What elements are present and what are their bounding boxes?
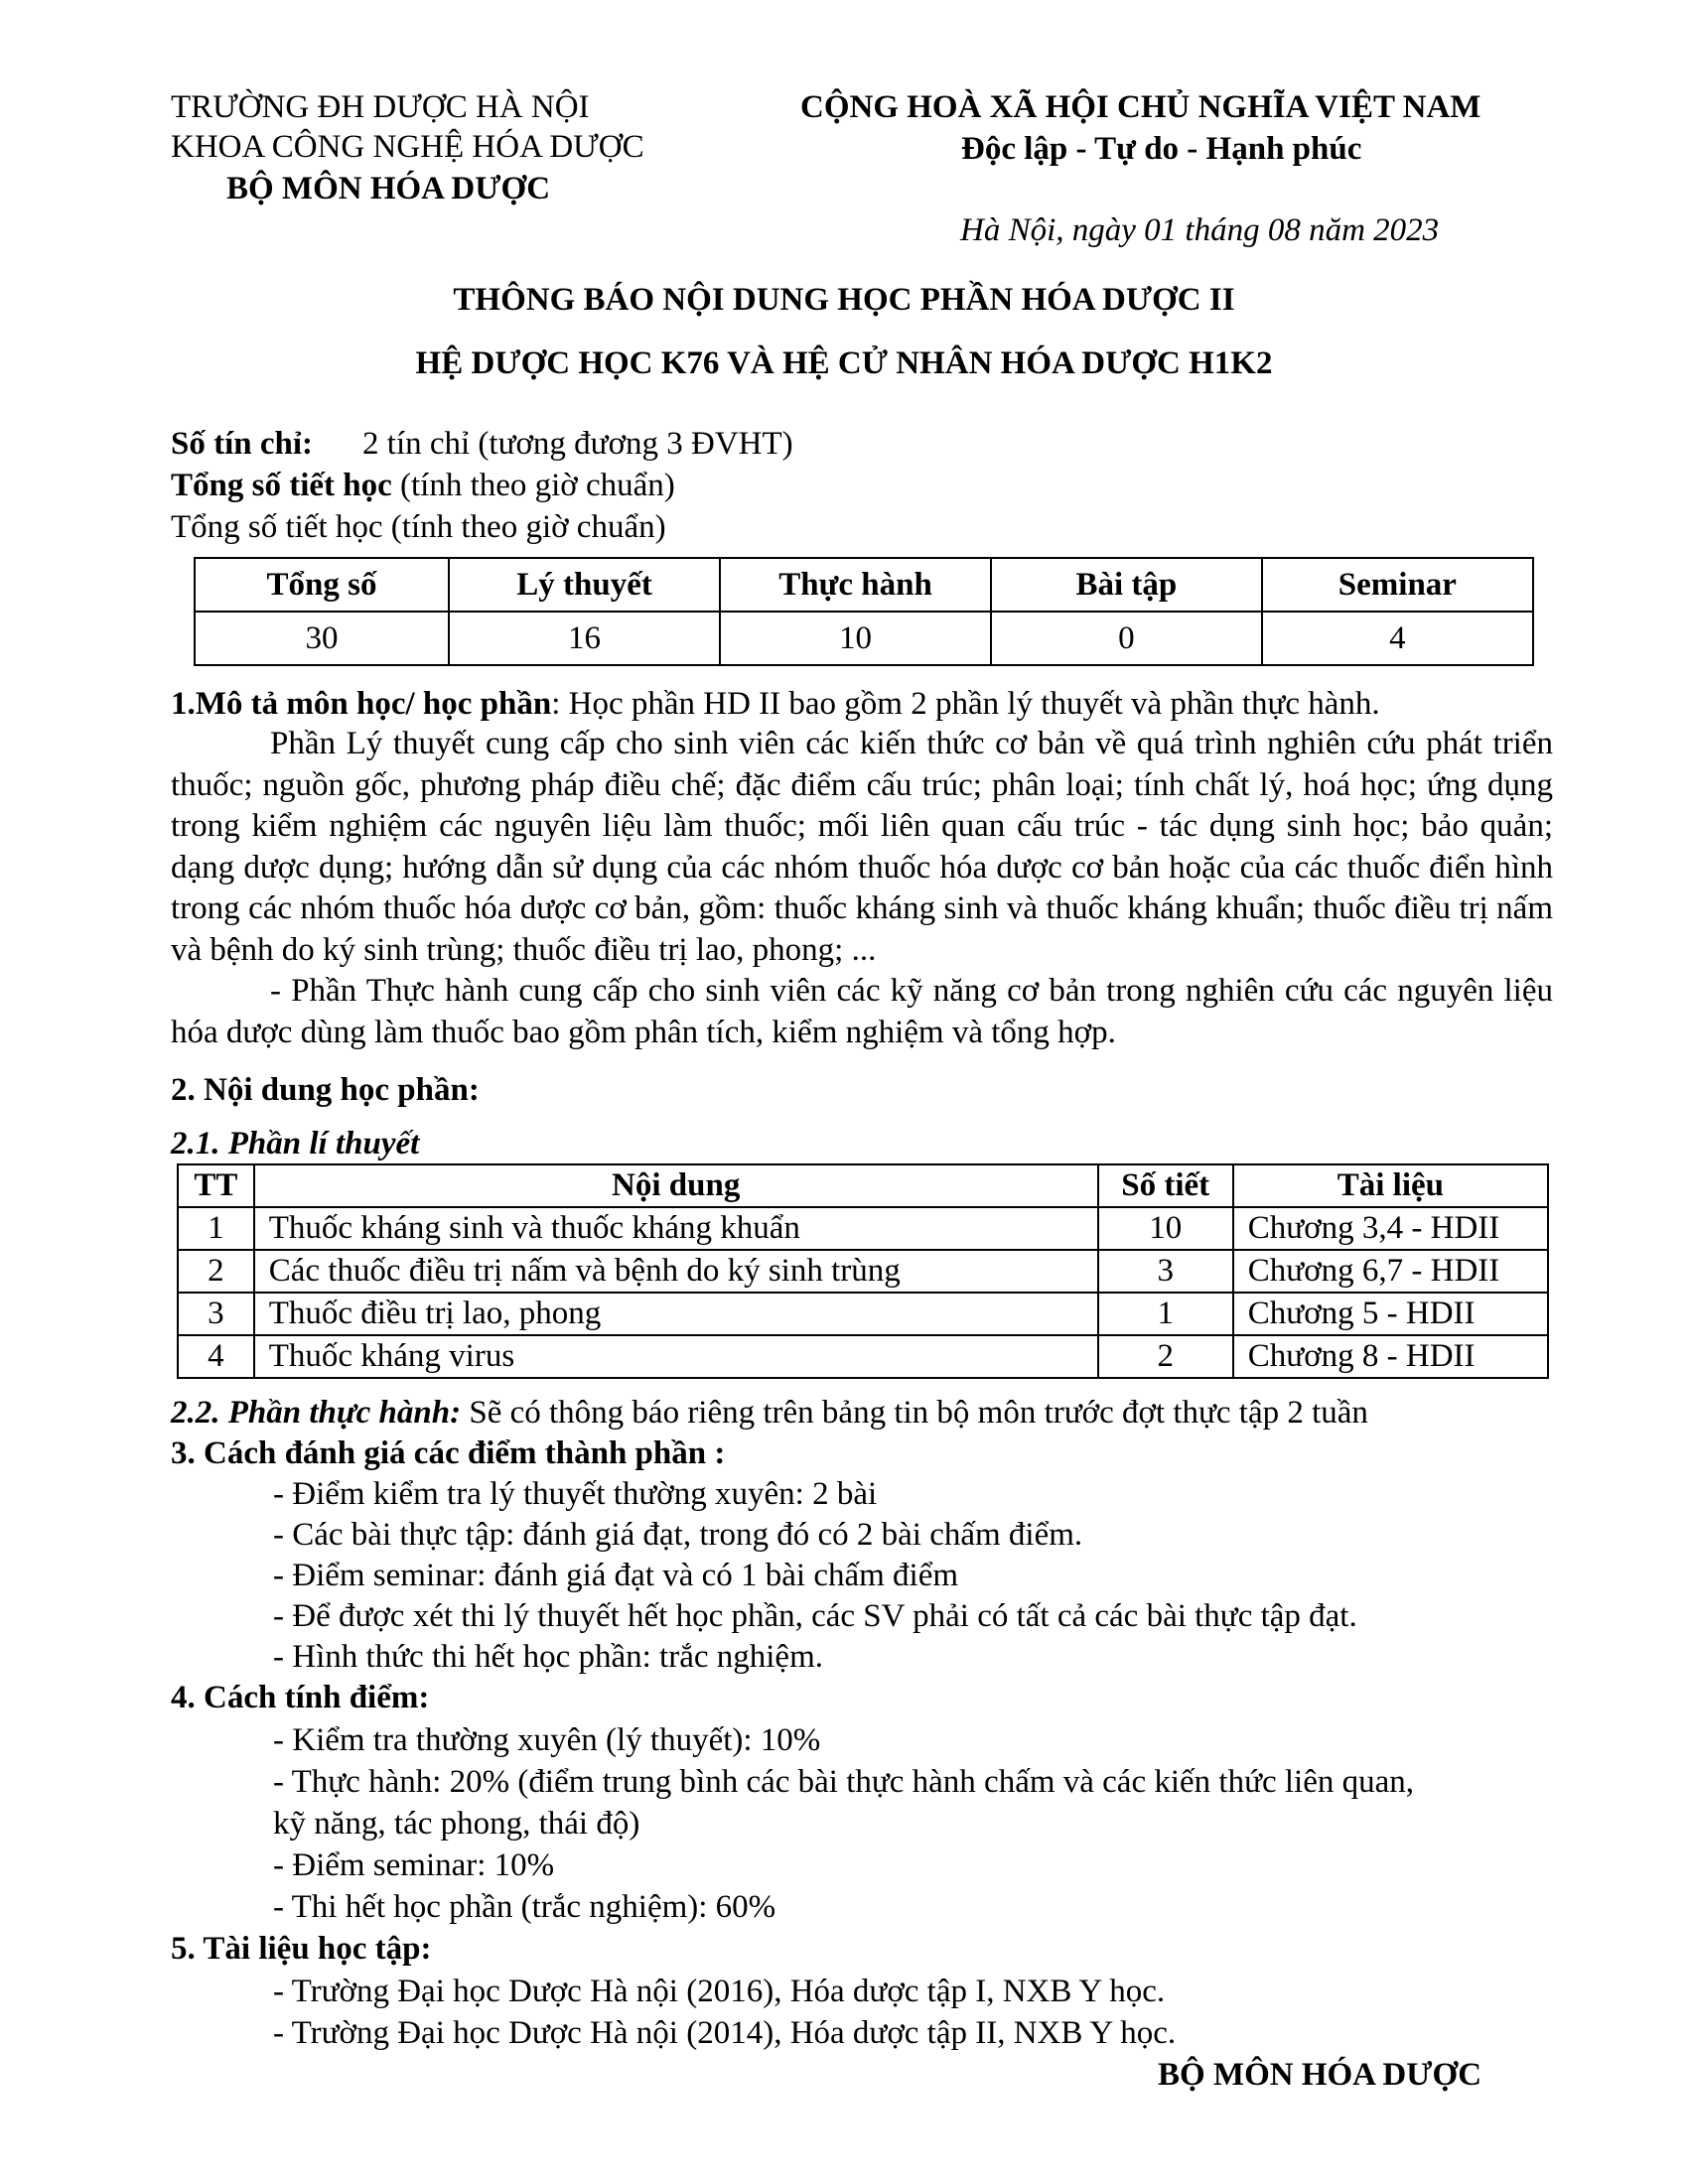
faculty-name: KHOA CÔNG NGHỆ HÓA DƯỢC bbox=[171, 129, 644, 165]
hours-value-exercise: 0 bbox=[991, 612, 1262, 665]
hours-header-total: Tổng số bbox=[195, 558, 449, 612]
section2-heading: 2. Nội dung học phần: bbox=[171, 1072, 480, 1108]
row-materials: Chương 6,7 - HDII bbox=[1233, 1250, 1548, 1293]
row-number: 1 bbox=[178, 1207, 254, 1250]
row-content: Thuốc kháng virus bbox=[254, 1335, 1098, 1378]
section2-sub2-text: Sẽ có thông báo riêng trên bảng tin bộ môn trước đợt thực tập 2 tuần bbox=[461, 1395, 1368, 1431]
table-row bbox=[178, 1250, 1548, 1293]
document-title-line1: THÔNG BÁO NỘI DUNG HỌC PHẦN HÓA DƯỢC II bbox=[453, 282, 1235, 318]
national-title: CỘNG HOÀ XÃ HỘI CHỦ NGHĨA VIỆT NAM bbox=[800, 89, 1481, 125]
section1-theory-paragraph: Phần Lý thuyết cung cấp cho sinh viên các kiến thức cơ bản về quá trình nghiên cứu phát triển thuốc; nguồn gốc, phương pháp điều chế; đặc điểm cấu trúc; phân loại; tính chất lý, hoá học; ứng dụng trong kiểm nghiệm các nguyên liệu làm thuốc; mối liên quan cấu trúc - tác dụng sinh học; bảo quản; dạng dược dụng; hướng dẫn sử dụng của các nhóm thuốc hóa dược cơ bản hoặc của các thuốc điển hình trong các nhóm thuốc hóa dược cơ bản, gồm: thuốc kháng sinh và thuốc kháng khuẩn; thuốc điều trị nấm và bệnh do ký sinh trùng; thuốc điều trị lao, phong; ... bbox=[171, 726, 1553, 968]
hours-line bbox=[171, 466, 675, 506]
national-motto: Độc lập - Tự do - Hạnh phúc bbox=[961, 131, 1362, 167]
document-title-line2: HỆ DƯỢC HỌC K76 VÀ HỆ CỬ NHÂN HÓA DƯỢC H1K2 bbox=[415, 345, 1273, 381]
hours-value-total: 30 bbox=[195, 612, 449, 665]
row-content: Các thuốc điều trị nấm và bệnh do ký sinh trùng bbox=[254, 1250, 1098, 1293]
credits-value: 2 tín chỉ (tương đương 3 ĐVHT) bbox=[362, 426, 793, 462]
hours-value-practice: 10 bbox=[720, 612, 991, 665]
hours-header-practice: Thực hành bbox=[720, 558, 991, 612]
school-name: TRƯỜNG ĐH DƯỢC HÀ NỘI bbox=[171, 89, 590, 125]
hours-table-header bbox=[195, 558, 1533, 612]
theory-header-tt: TT bbox=[178, 1164, 254, 1207]
hours-header-exercise: Bài tập bbox=[991, 558, 1262, 612]
section4-heading: 4. Cách tính điểm: bbox=[171, 1680, 430, 1715]
row-number: 3 bbox=[178, 1293, 254, 1335]
document-date: Hà Nội, ngày 01 tháng 08 năm 2023 bbox=[960, 212, 1440, 248]
hours-table bbox=[194, 557, 1534, 666]
theory-header-materials: Tài liệu bbox=[1233, 1164, 1548, 1207]
table-row bbox=[178, 1335, 1548, 1378]
section2-sub2-line bbox=[171, 1393, 1368, 1433]
section2-sub2: 2.2. Phần thực hành: bbox=[171, 1395, 462, 1431]
hours-line-repeat: Tổng số tiết học (tính theo giờ chuẩn) bbox=[171, 509, 666, 545]
hours-header-seminar: Seminar bbox=[1262, 558, 1533, 612]
section1-practice-paragraph: - Phần Thực hành cung cấp cho sinh viên các kỹ năng cơ bản trong nghiên cứu các nguyên liệu hóa dược dùng làm thuốc bao gồm phân tích, kiểm nghiệm và tổng hợp. bbox=[171, 973, 1553, 1050]
section4-item: - Điểm seminar: 10% bbox=[273, 1847, 555, 1883]
hours-note: (tính theo giờ chuẩn) bbox=[391, 468, 675, 503]
hours-label: Tổng số tiết học bbox=[171, 468, 392, 503]
row-number: 4 bbox=[178, 1335, 254, 1378]
hours-value-seminar: 4 bbox=[1262, 612, 1533, 665]
theory-table-header bbox=[178, 1164, 1548, 1207]
section1-lead-text: : Học phần HD II bao gồm 2 phần lý thuyết và phần thực hành. bbox=[551, 686, 1380, 722]
section4-item: - Thực hành: 20% (điểm trung bình các bài thực hành chấm và các kiến thức liên quan, bbox=[273, 1764, 1414, 1800]
table-row bbox=[178, 1293, 1548, 1335]
row-materials: Chương 5 - HDII bbox=[1233, 1293, 1548, 1335]
section2-sub1: 2.1. Phần lí thuyết bbox=[171, 1126, 420, 1161]
section1-heading: 1.Mô tả môn học/ học phần bbox=[171, 686, 552, 722]
row-periods: 10 bbox=[1098, 1207, 1233, 1250]
reference-item: - Trường Đại học Dược Hà nội (2016), Hóa dược tập I, NXB Y học. bbox=[273, 1974, 1166, 2009]
section3-heading: 3. Cách đánh giá các điểm thành phần : bbox=[171, 1435, 726, 1471]
signature-department: BỘ MÔN HÓA DƯỢC bbox=[1158, 2057, 1482, 2093]
row-periods: 2 bbox=[1098, 1335, 1233, 1378]
section3-item: - Các bài thực tập: đánh giá đạt, trong đó có 2 bài chấm điểm. bbox=[273, 1517, 1083, 1553]
row-content: Thuốc điều trị lao, phong bbox=[254, 1293, 1098, 1335]
table-row bbox=[178, 1207, 1548, 1250]
section1-lead bbox=[171, 684, 1380, 725]
theory-table bbox=[177, 1163, 1549, 1379]
section3-item: - Hình thức thi hết học phần: trắc nghiệm. bbox=[273, 1639, 823, 1675]
hours-header-theory: Lý thuyết bbox=[449, 558, 720, 612]
row-periods: 1 bbox=[1098, 1293, 1233, 1335]
row-content: Thuốc kháng sinh và thuốc kháng khuẩn bbox=[254, 1207, 1098, 1250]
theory-header-periods: Số tiết bbox=[1098, 1164, 1233, 1207]
row-periods: 3 bbox=[1098, 1250, 1233, 1293]
section3-item: - Điểm seminar: đánh giá đạt và có 1 bài chấm điểm bbox=[273, 1558, 959, 1593]
department-name: BỘ MÔN HÓA DƯỢC bbox=[226, 171, 551, 206]
theory-header-content: Nội dung bbox=[254, 1164, 1098, 1207]
row-number: 2 bbox=[178, 1250, 254, 1293]
hours-table-values bbox=[195, 612, 1533, 665]
section3-item: - Để được xét thi lý thuyết hết học phần, các SV phải có tất cả các bài thực tập đạt. bbox=[273, 1598, 1357, 1634]
section4-item: kỹ năng, tác phong, thái độ) bbox=[273, 1806, 640, 1842]
reference-item: - Trường Đại học Dược Hà nội (2014), Hóa dược tập II, NXB Y học. bbox=[273, 2015, 1177, 2051]
section4-item: - Kiểm tra thường xuyên (lý thuyết): 10% bbox=[273, 1722, 821, 1758]
credits-label: Số tín chỉ: bbox=[171, 426, 314, 462]
section4-item: - Thi hết học phần (trắc nghiệm): 60% bbox=[273, 1889, 776, 1925]
section5-heading: 5. Tài liệu học tập: bbox=[171, 1931, 432, 1967]
row-materials: Chương 8 - HDII bbox=[1233, 1335, 1548, 1378]
credits-line bbox=[171, 424, 793, 465]
row-materials: Chương 3,4 - HDII bbox=[1233, 1207, 1548, 1250]
hours-value-theory: 16 bbox=[449, 612, 720, 665]
section3-item: - Điểm kiểm tra lý thuyết thường xuyên: 2 bài bbox=[273, 1476, 878, 1512]
